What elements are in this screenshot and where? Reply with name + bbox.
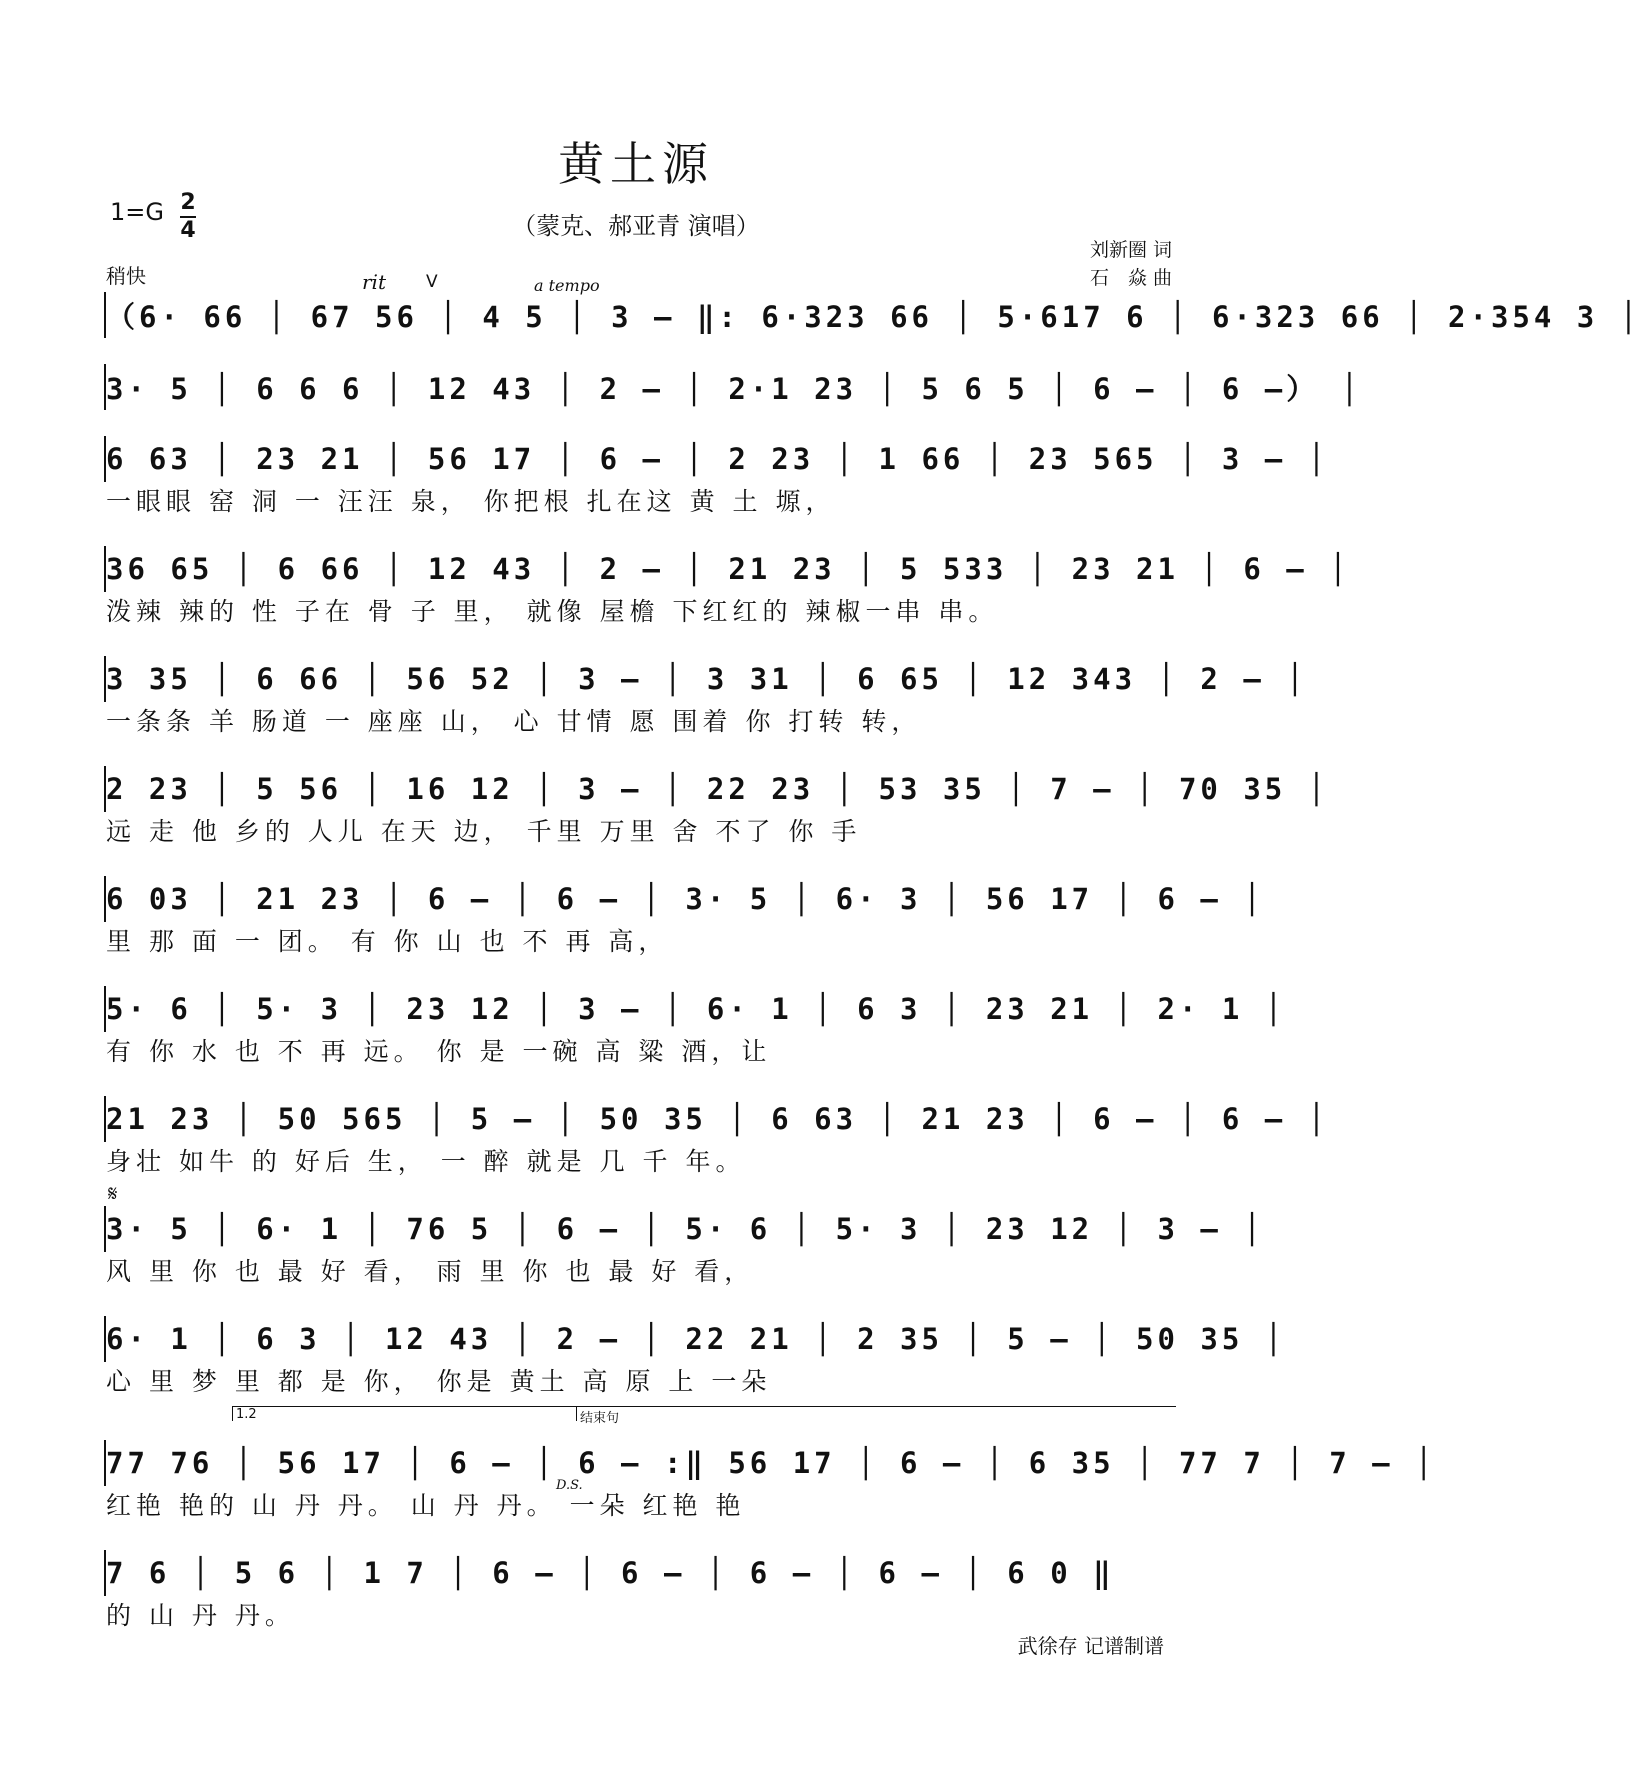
score-line-8 (104, 986, 1287, 1072)
time-signature (180, 190, 196, 244)
notes-text: （6· 66 │ 67 56 │ 4 5 │ 3 – ‖: 6·323 66 │ 5·617 6 │ 6·323 66 │ 2·354 3 │ (106, 299, 1641, 334)
notes-row (104, 292, 1641, 338)
notes-text: 6 03 │ 21 23 │ 6 – │ 6 – │ 3· 5 │ 6· 3 │ 56 17 │ 6 – │ (106, 882, 1265, 916)
notes-row (104, 1096, 1330, 1142)
volta-final-ending: 结束句 (576, 1406, 1176, 1421)
score-line-4 (104, 546, 1351, 632)
notes-text: 7 6 │ 5 6 │ 1 7 │ 6 – │ 6 – │ 6 – │ 6 – │ 6 0 ‖ (106, 1556, 1115, 1590)
score-line-13 (104, 1550, 1170, 1636)
notes-text: 5· 6 │ 5· 3 │ 23 12 │ 3 – │ 6· 1 │ 6 3 │ 23 21 │ 2· 1 │ (106, 992, 1287, 1026)
credits-block (1090, 236, 1172, 292)
notes-text: 2 23 │ 5 56 │ 16 12 │ 3 – │ 22 23 │ 53 35 │ 7 – │ 70 35 │ (106, 772, 1330, 806)
lyrics-row: 泼辣 辣的 性 子在 骨 子 里， 就像 屋檐 下红红的 辣椒一串 串。 (106, 597, 999, 626)
lyrics-row: 里 那 面 一 团。 有 你 山 也 不 再 高， (106, 927, 669, 956)
tempo-marking: 稍快 (106, 264, 146, 288)
notes-text: 3· 5 │ 6 6 6 │ 12 43 │ 2 – │ 2·1 23 │ 5 6 5 │ 6 – │ 6 –） │ (106, 371, 1363, 406)
score-line-7 (104, 876, 1265, 962)
breath-mark: V (426, 272, 438, 292)
lyricist-credit: 刘新圈 词 (1089, 239, 1172, 261)
notes-text: 3· 5 │ 6· 1 │ 76 5 │ 6 – │ 5· 6 │ 5· 3 │ 23 12 │ 3 – │ (106, 1212, 1265, 1246)
lyrics-row: 心 里 梦 里 都 是 你， 你是 黄土 高 原 上 一朵 (106, 1367, 772, 1396)
lyrics-row: 红艳 艳的 山 丹 丹。 山 丹 丹。 一朵 红艳 艳 (106, 1491, 746, 1520)
meter-top: 2 (180, 190, 196, 215)
lyrics-row: 有 你 水 也 不 再 远。 你 是 一碗 高 粱 酒，让 (106, 1037, 772, 1066)
score-line-10 (104, 1206, 1265, 1292)
notes-text: 21 23 │ 50 565 │ 5 – │ 50 35 │ 6 63 │ 21 23 │ 6 – │ 6 – │ (106, 1102, 1330, 1136)
score-line-11 (104, 1316, 1287, 1402)
lyrics-row: 一眼眼 窑 洞 一 汪汪 泉， 你把根 扎在这 黄 土 塬， (106, 487, 836, 516)
notes-row (104, 1316, 1287, 1362)
key-signature: 1=G (110, 198, 164, 226)
notes-text: 6 63 │ 23 21 │ 56 17 │ 6 – │ 2 23 │ 1 66 │ 23 565 │ 3 – │ (106, 442, 1330, 476)
notes-text: 6· 1 │ 6 3 │ 12 43 │ 2 – │ 22 21 │ 2 35 │ 5 – │ 50 35 │ (106, 1322, 1287, 1356)
notes-text: 77 76 │ 56 17 │ 6 – │ 6 – :‖ 56 17 │ 6 – │ 6 35 │ 77 7 │ 7 – │ (106, 1446, 1437, 1480)
lyrics-row: 一条条 羊 肠道 一 座座 山， 心 甘情 愿 围着 你 打转 转， (106, 707, 922, 736)
lyrics-row: 的 山 丹 丹。 (106, 1601, 295, 1630)
notes-row (104, 766, 1330, 812)
notes-row (104, 436, 1330, 482)
score-line-12 (104, 1440, 1437, 1526)
score-line-5 (104, 656, 1308, 742)
performers-subtitle: （蒙克、郝亚青 演唱） (512, 212, 760, 240)
notes-row (104, 364, 1363, 410)
dal-segno-marking: D.S. (556, 1478, 583, 1493)
volta-first-ending: 1.2 (232, 1406, 576, 1421)
lyrics-row: 远 走 他 乡的 人儿 在天 边， 千里 万里 舍 不了 你 手 (106, 817, 862, 846)
notes-row (104, 1206, 1265, 1252)
notes-text: 3 35 │ 6 66 │ 56 52 │ 3 – │ 3 31 │ 6 65 │ 12 343 │ 2 – │ (106, 662, 1308, 696)
score-line-6 (104, 766, 1330, 852)
composer-credit: 石 焱 曲 (1089, 267, 1172, 289)
notes-row (104, 1550, 1170, 1596)
notes-text: 36 65 │ 6 66 │ 12 43 │ 2 – │ 21 23 │ 5 533 │ 23 21 │ 6 – │ (106, 552, 1351, 586)
meter-bottom: 4 (180, 218, 196, 243)
notes-row (104, 986, 1287, 1032)
score-line-3 (104, 436, 1330, 522)
transcriber-credit: 武徐存 记谱制谱 (1017, 1634, 1164, 1658)
notes-row (104, 876, 1265, 922)
page-title: 黄土源 (558, 137, 714, 191)
notes-row (104, 656, 1308, 702)
score-line-9 (104, 1096, 1330, 1182)
notes-row (104, 1440, 1437, 1486)
lyrics-row: 风 里 你 也 最 好 看， 雨 里 你 也 最 好 看， (106, 1257, 755, 1286)
lyrics-row: 身壮 如牛 的 好后 生， 一 醉 就是 几 千 年。 (106, 1147, 746, 1176)
rit-marking: rit (362, 270, 386, 294)
segno-sign: 𝄋 (108, 1182, 118, 1207)
notes-row (104, 546, 1351, 592)
a-tempo-marking: a tempo (534, 276, 600, 295)
